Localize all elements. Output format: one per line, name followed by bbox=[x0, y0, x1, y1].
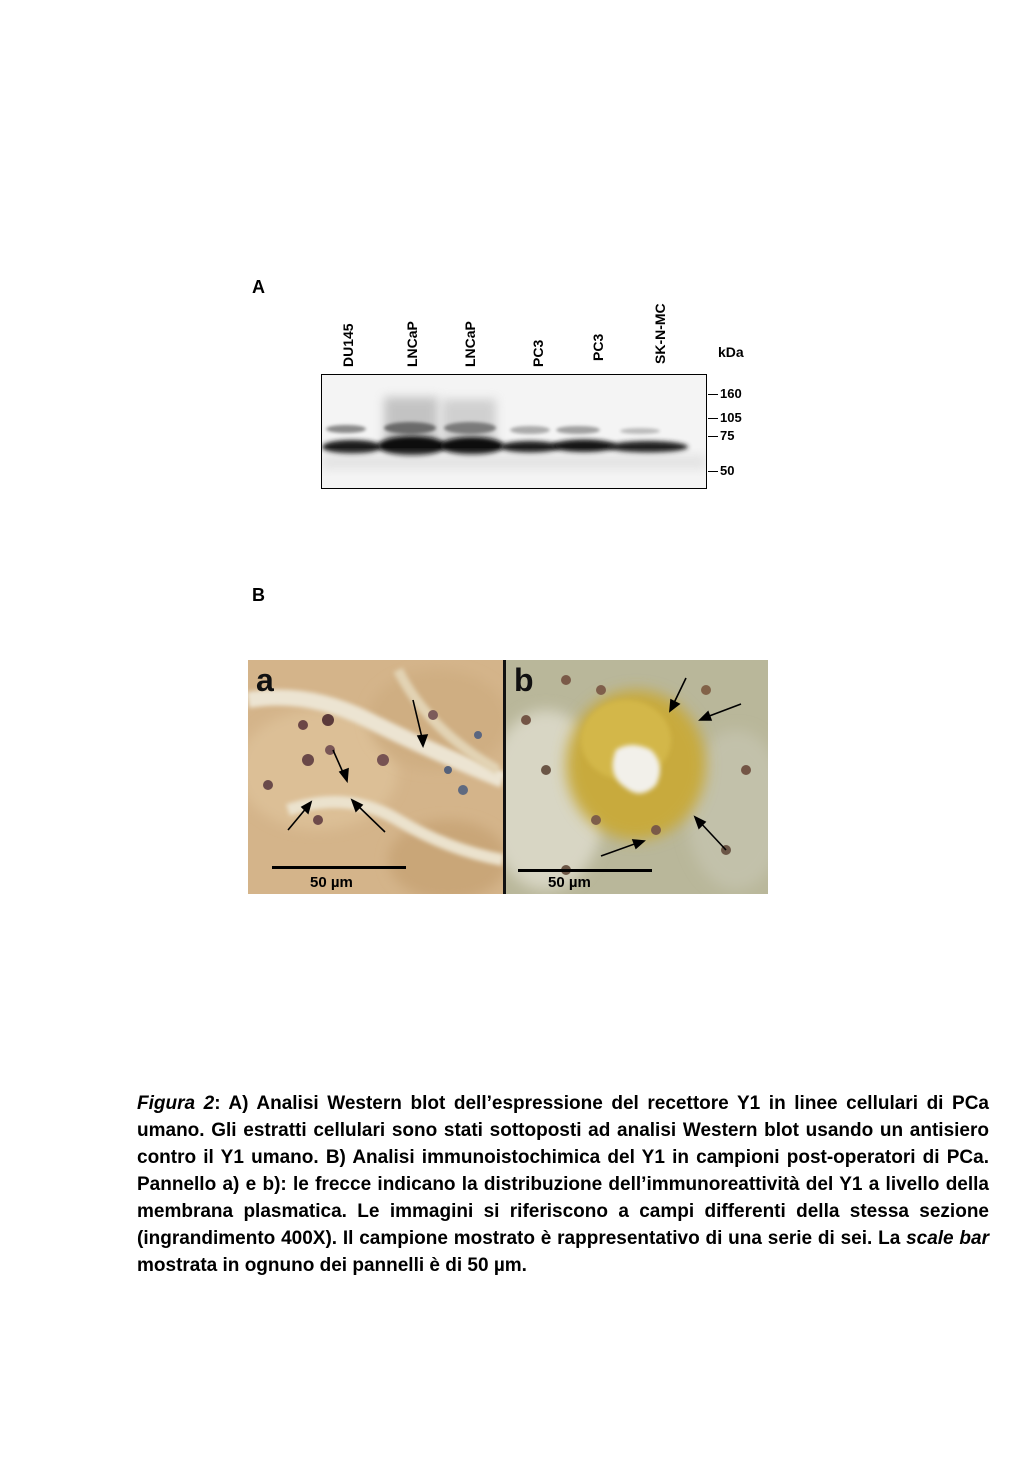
panel-a-letter: A bbox=[252, 277, 265, 297]
caption-colon: : bbox=[214, 1093, 221, 1114]
western-blot-bands bbox=[322, 375, 706, 488]
caption-text-2: mostrata in ognuno dei pannelli è di 50 µm. bbox=[137, 1255, 527, 1276]
marker-160 bbox=[708, 386, 742, 401]
micrograph-a bbox=[248, 660, 503, 894]
lane-label-lncap-1: LNCaP bbox=[404, 321, 420, 367]
lane-label-pc3-2: PC3 bbox=[590, 333, 606, 361]
sublabel-a: a bbox=[256, 662, 274, 698]
marker-105-label: 105 bbox=[720, 410, 742, 425]
kda-unit-label: kDa bbox=[718, 344, 744, 360]
caption-label: Figura 2 bbox=[137, 1093, 215, 1114]
marker-tick bbox=[708, 418, 718, 419]
lane-label-sk-n-mc: SK-N-MC bbox=[652, 303, 668, 364]
caption-italic-term: scale bar bbox=[906, 1228, 989, 1249]
scale-bar-b-text: 50 µm bbox=[548, 874, 591, 891]
panel-b-letter: B bbox=[252, 585, 265, 605]
lane-label-lncap-2: LNCaP bbox=[462, 321, 478, 367]
scale-bar-a-text: 50 µm bbox=[310, 874, 353, 891]
marker-75 bbox=[708, 428, 734, 443]
marker-105 bbox=[708, 410, 742, 425]
sublabel-b: b bbox=[514, 662, 534, 698]
western-blot-image bbox=[321, 374, 707, 489]
lane-label-pc3-1: PC3 bbox=[530, 339, 546, 367]
micrograph-b bbox=[506, 660, 768, 894]
figure-caption bbox=[137, 1090, 989, 1279]
marker-tick bbox=[708, 436, 718, 437]
marker-75-label: 75 bbox=[720, 428, 735, 443]
lane-label-du145: DU145 bbox=[340, 323, 356, 367]
marker-tick bbox=[708, 394, 718, 395]
marker-50 bbox=[708, 463, 734, 478]
marker-tick bbox=[708, 471, 718, 472]
micrograph-b-image bbox=[506, 660, 768, 894]
caption-text-1: A) Analisi Western blot dell’espressione del recettore Y1 in linee cellulari di PCa umano. Gli estratti cellulari sono stati sottoposti ad analisi Western blot usando un antisiero contro il Y1 umano. B) Analisi immunoistochimica del Y1 in campioni post-operatori di PCa. Pannello a) e b): le frecce indicano la distribuzione dell’immunoreattività del Y1 a livello della membrana plasmatica. Le immagini si riferiscono a campi differenti della stessa sezione (ingrandimento 400X). Il campione mostrato è rappresentativo di una serie di sei. La bbox=[137, 1093, 989, 1249]
marker-50-label: 50 bbox=[720, 463, 735, 478]
marker-160-label: 160 bbox=[720, 386, 742, 401]
micrograph-a-image bbox=[248, 660, 503, 894]
